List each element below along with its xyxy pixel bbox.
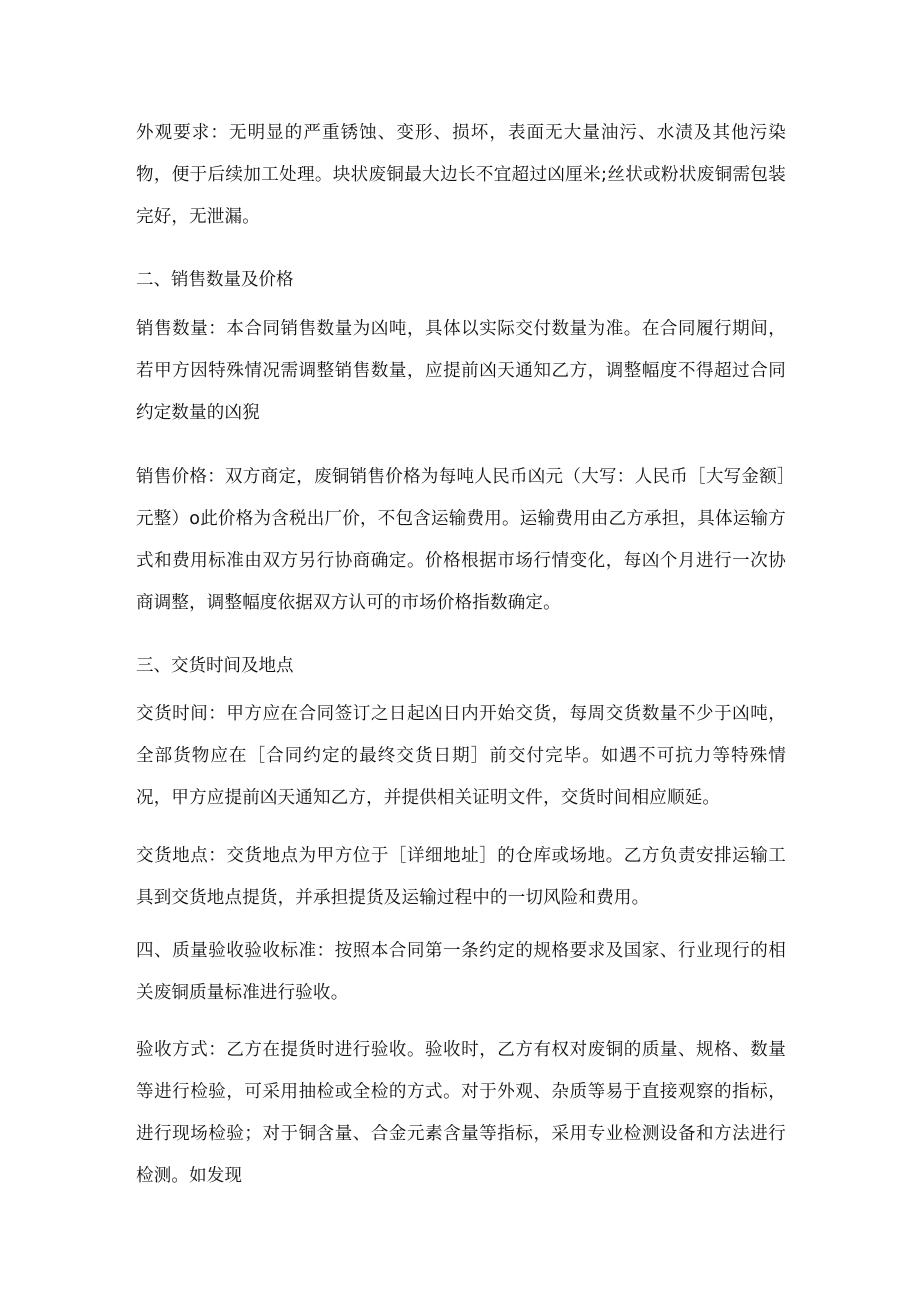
paragraph-sales-quantity: 销售数量：本合同销售数量为凶吨，具体以实际交付数量为准。在合同履行期间，若甲方因特殊情况需调整销售数量，应提前凶天通知乙方，调整幅度不得超过合同约定数量的凶猊 bbox=[136, 319, 786, 423]
section-2-heading: 二、销售数量及价格 bbox=[136, 270, 294, 290]
paragraph-appearance-requirements: 外观要求：无明显的严重锈蚀、变形、损坏，表面无大量油污、水渍及其他污染物，便于后续加工处理。块状废铜最大边长不宜超过凶厘米;丝状或粉状废铜需包装完好，无泄漏。 bbox=[136, 123, 786, 227]
paragraph-acceptance-method: 验收方式：乙方在提货时进行验收。验收时，乙方有权对废铜的质量、规格、数量等进行检验，可采用抽检或全检的方式。对于外观、杂质等易于直接观察的指标，进行现场检验；对于铜含量、合金元素含量等指标，采用专业检测设备和方法进行检测。如发现 bbox=[136, 1040, 786, 1186]
section-3-heading: 三、交货时间及地点 bbox=[136, 656, 294, 676]
paragraph-sales-price: 销售价格：双方商定，废铜销售价格为每吨人民币凶元（大写：人民币［大写金额］元整）o此价格为含税出厂价，不包含运输费用。运输费用由乙方承担，具体运输方式和费用标准由双方另行协商确定。价格根据市场行情变化，每凶个月进行一次协商调整，调整幅度依据双方认可的市场价格指数确定。 bbox=[136, 467, 786, 613]
section-4-quality-standard: 四、质量验收验收标准：按照本合同第一条约定的规格要求及国家、行业现行的相关废铜质量标准进行验收。 bbox=[136, 941, 786, 1003]
paragraph-delivery-place: 交货地点：交货地点为甲方位于［详细地址］的仓库或场地。乙方负责安排运输工具到交货地点提货，并承担提货及运输过程中的一切风险和费用。 bbox=[136, 846, 786, 908]
paragraph-delivery-time: 交货时间：甲方应在合同签订之日起凶日内开始交货，每周交货数量不少于凶吨，全部货物应在［合同约定的最终交货日期］前交付完毕。如遇不可抗力等特殊情况，甲方应提前凶天通知乙方，并提供相关证明文件，交货时间相应顺延。 bbox=[136, 704, 786, 808]
